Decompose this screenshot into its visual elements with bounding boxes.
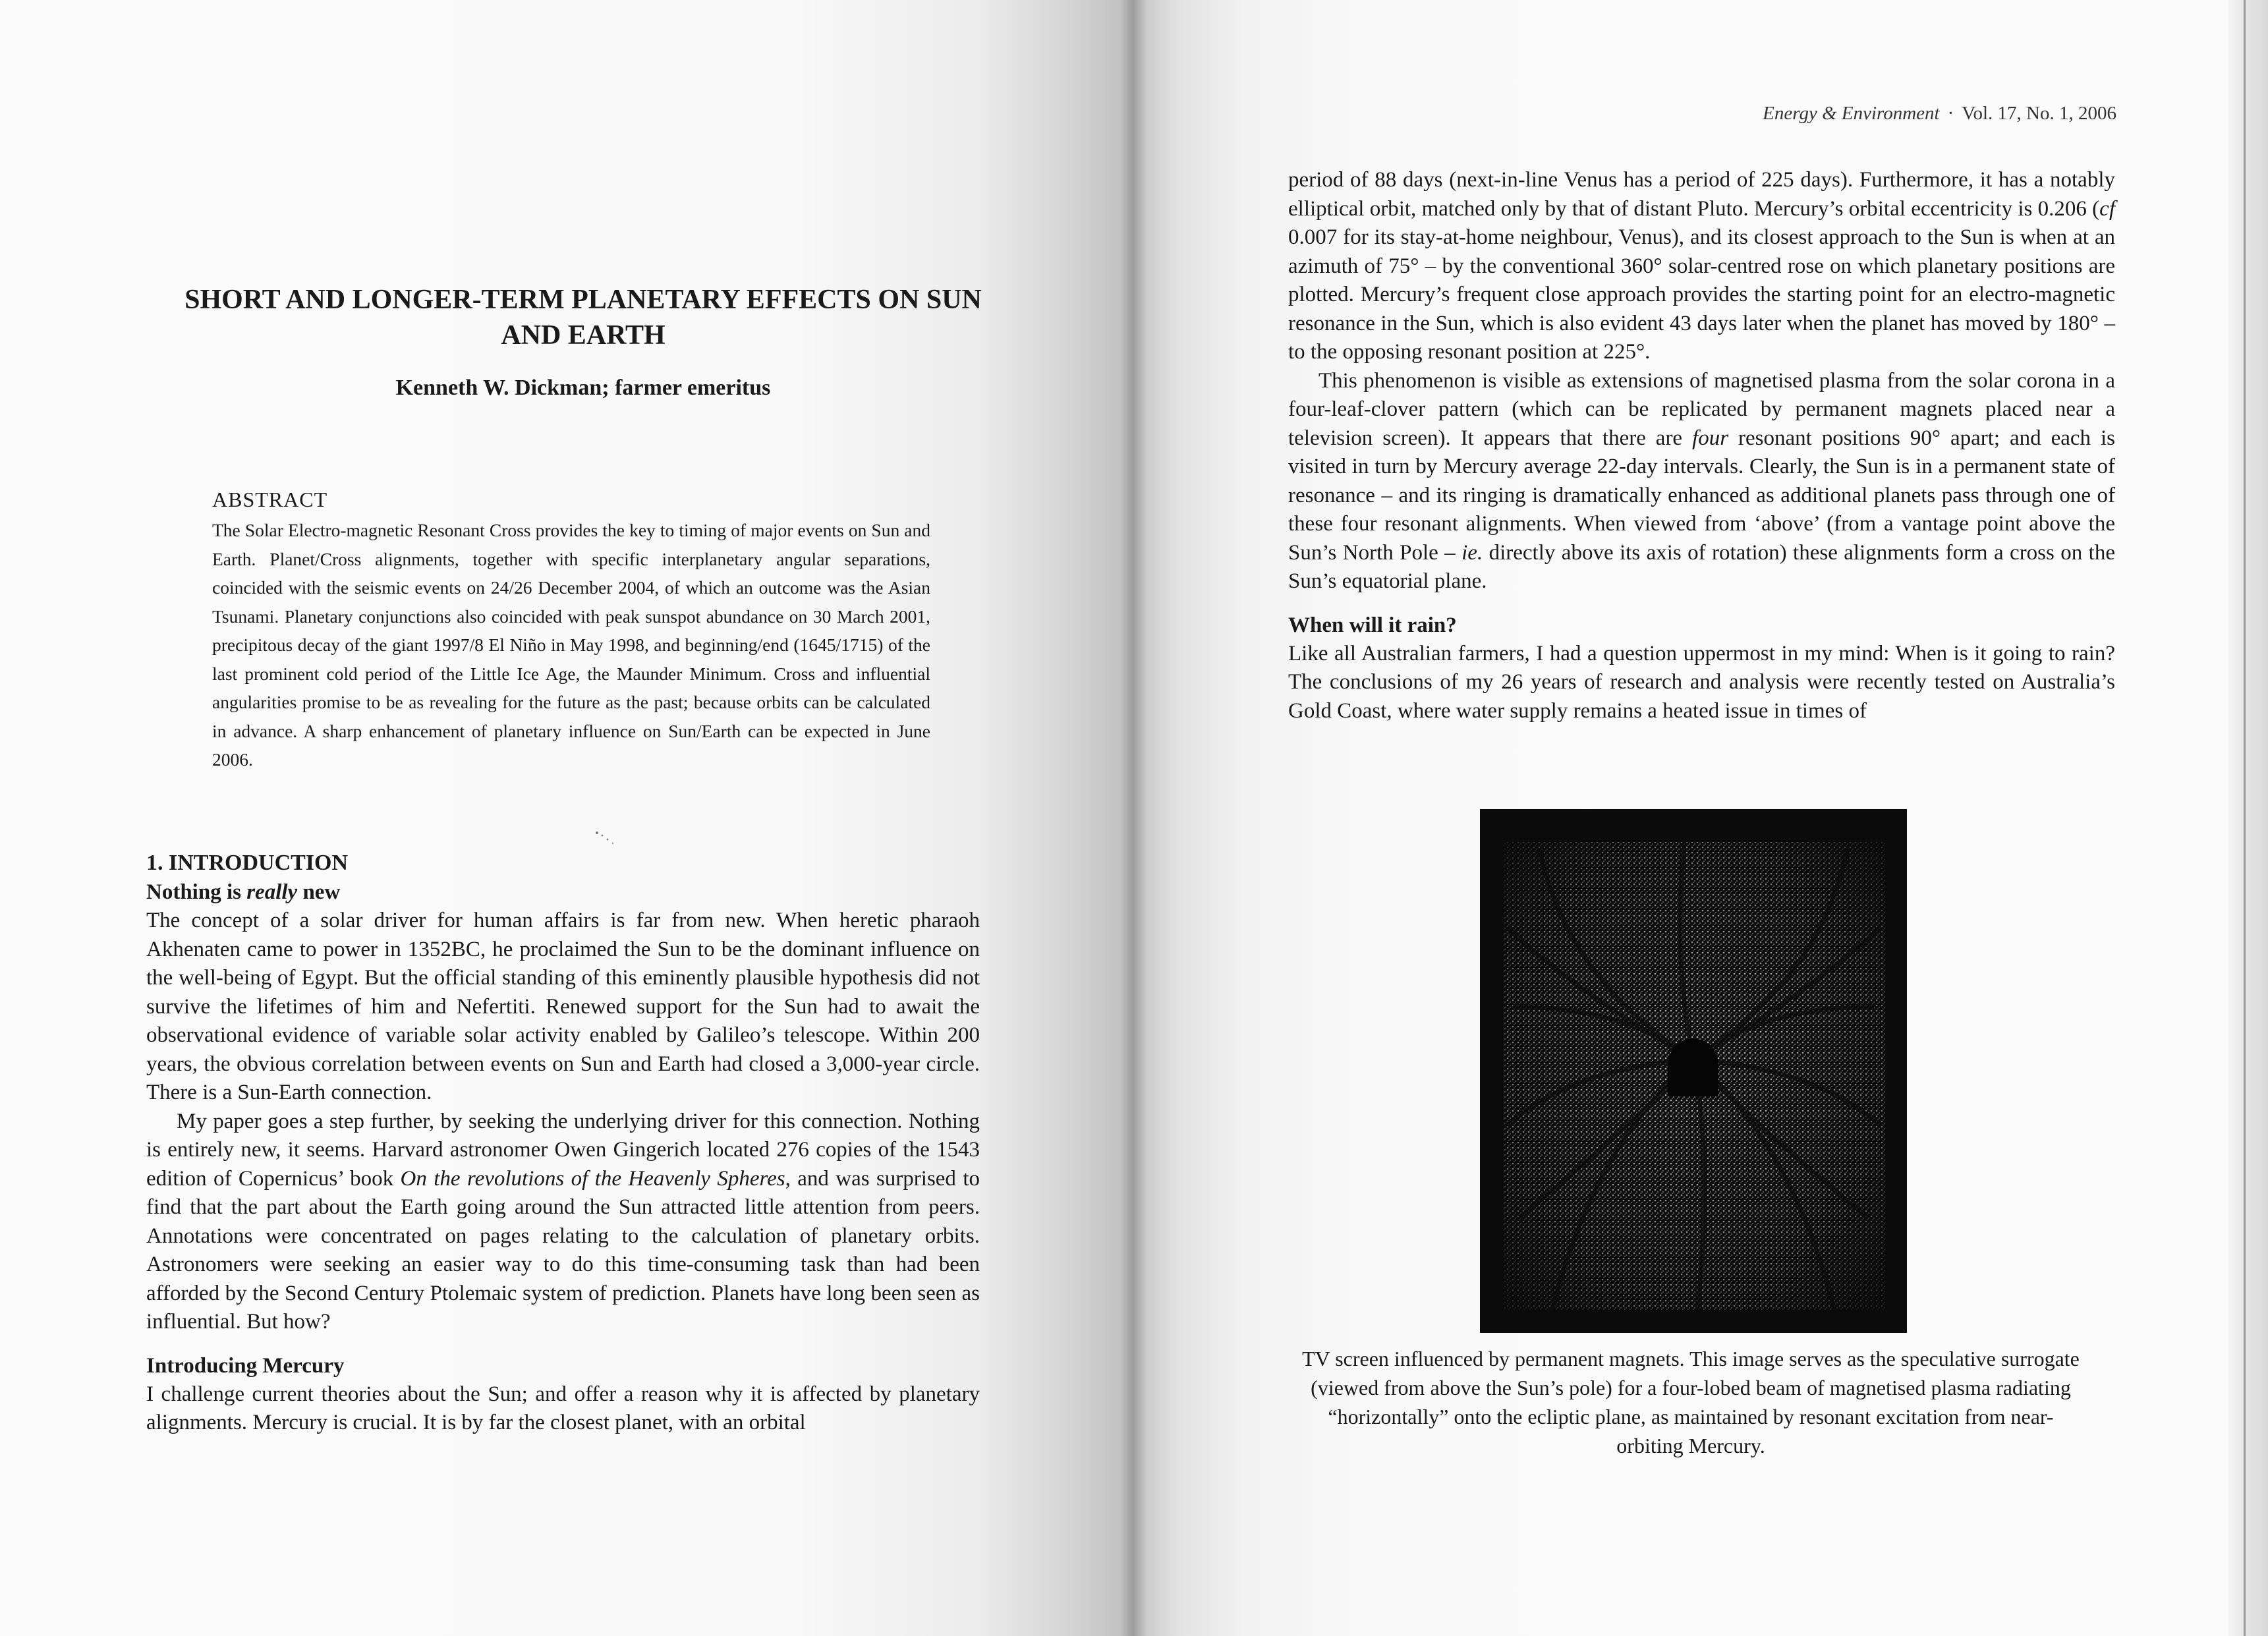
article-title: SHORT AND LONGER-TERM PLANETARY EFFECTS ON SUN AND EARTH bbox=[184, 285, 982, 351]
four-emphasis: four bbox=[1692, 426, 1729, 450]
right-paragraph-1-text-a: period of 88 days (next-in-line Venus has a period of 225 days). Furthermore, it has a notably elliptical orbit, matched only by that of distant Pluto. Mercury’s orbital eccentricity is 0.206 ( bbox=[1288, 168, 2115, 221]
right-page bbox=[1134, 0, 2268, 1636]
subheading-emphasis: really bbox=[246, 880, 298, 904]
right-paragraph-2-text-c: directly above its axis of rotation) these alignments form a cross on the Sun’s equatorial plane. bbox=[1288, 540, 2115, 593]
abstract-heading: ABSTRACT bbox=[212, 488, 328, 511]
intro-paragraph-2 bbox=[146, 1108, 980, 1337]
paragraph-2-text-a: My paper goes a step further, by seeking the underlying driver for this connection. Nothing is entirely new, it seems. Harvard astronomer Owen Gingerich located 276 copies of the 1543 edition of Copernicus’ book bbox=[146, 1109, 980, 1191]
stray-mark bbox=[593, 829, 625, 849]
subheading-nothing-new bbox=[146, 878, 980, 907]
abstract bbox=[212, 488, 930, 774]
right-paragraph-1-text-b: 0.007 for its stay-at-home neighbour, Venus), and its closest approach to the Sun is when at an azimuth of 75° – by the conventional 360° solar-centred rose on which planetary positions are plotted. Mercury’s frequent close approach provides the starting point for an electro-magnetic resonance in the Sun, which is also evident 43 days later when the planet has moved by 180° – to the opposing resonant position at 225°. bbox=[1288, 225, 2115, 364]
stray-mark-icon bbox=[593, 829, 625, 849]
volume-info: Vol. 17, No. 1, 2006 bbox=[1962, 103, 2116, 124]
subheading-when-will-it-rain: When will it rain? bbox=[1288, 613, 1457, 637]
right-paragraph-2-text-b: resonant positions 90° apart; and each is visited in turn by Mercury average 22-day intervals. Clearly, the Sun is in a permanent state of resonance – and its ringing is dramatically enhanced as additional planets pass through one of these four resonant alignments. When viewed from ‘above’ (from a vantage point above the Sun’s North Pole – bbox=[1288, 426, 2115, 565]
subheading-suffix: new bbox=[297, 880, 341, 904]
running-head-separator: · bbox=[1947, 103, 1954, 124]
cf-abbreviation: cf bbox=[2099, 196, 2115, 221]
magnetic-field-pattern-image bbox=[1480, 809, 1907, 1333]
right-paragraph-2 bbox=[1288, 367, 2115, 596]
abstract-body: The Solar Electro-magnetic Resonant Cross provides the key to timing of major events on Sun and Earth. Planet/Cross alignments, together with specific interplanetary angular separations, coincided with the seismic events on 24/26 December 2004, of which an outcome was the Asian Tsunami. Planetary conjunctions also coincided with peak sunspot abundance on 30 March 2001, precipitous decay of the giant 1997/8 El Niño in May 1998, and beginning/end (1645/1715) of the last prominent cold period of the Little Ice Age, the Maunder Minimum. Cross and influential angularities promise to be as revealing for the future as the past; because orbits can be calculated in advance. A sharp enhancement of planetary influence on Sun/Earth can be expected in June 2006. bbox=[212, 520, 930, 770]
subheading-prefix: Nothing is bbox=[146, 880, 247, 904]
section-heading-introduction: 1. INTRODUCTION bbox=[146, 851, 349, 875]
introduction-section bbox=[146, 849, 980, 1438]
tv-screen-figure bbox=[1480, 809, 1907, 1333]
right-column-text bbox=[1288, 166, 2115, 725]
intro-paragraph-1: The concept of a solar driver for human affairs is far from new. When heretic pharaoh Akhenaten came to power in 1352BC, he proclaimed the Sun to be the dominant influence on the well-being of Egypt. But the official standing of this eminently plausible hypothesis did not survive the lifetimes of him and Nefertiti. Renewed support for the Sun had to await the observational evidence of variable solar activity enabled by Galileo’s telescope. Within 200 years, the obvious correlation between events on Sun and Earth had closed a 3,000-year circle. There is a Sun-Earth connection. bbox=[146, 909, 980, 1104]
intro-paragraph-3: I challenge current theories about the Sun; and offer a reason why it is affected by planetary alignments. Mercury is crucial. It is by far the closest planet, with an orbital bbox=[146, 1382, 980, 1434]
paragraph-2-text-b: , and was surprised to find that the part about the Earth going around the Sun attracted little attention from peers. Annotations were concentrated on pages relating to the calculation of planetary orbits. Astronomers were seeking an easier way to do this time-consuming task than had been afforded by the Second Century Ptolemaic system of prediction. Planets have long been seen as influential. But how? bbox=[146, 1166, 980, 1334]
journal-name: Energy & Environment bbox=[1763, 103, 1940, 124]
running-head bbox=[1763, 103, 2116, 125]
right-paragraph-1 bbox=[1288, 166, 2115, 367]
book-gutter-shadow bbox=[1120, 0, 1148, 1636]
figure-caption: TV screen influenced by permanent magnets. This image serves as the speculative surrogate (viewed from above the Sun’s pole) for a four-lobed beam of magnetised plasma radiating “horizontally” onto the ecliptic plane, as maintained by resonant excitation from near-orbiting Mercury. bbox=[1302, 1347, 2080, 1457]
right-paragraph-3: Like all Australian farmers, I had a question uppermost in my mind: When is it going to rain? The conclusions of my 26 years of research and analysis were recently tested on Australia’s Gold Coast, where water supply remains a heated issue in times of bbox=[1288, 641, 2115, 723]
book-title: On the revolutions of the Heavenly Spheres bbox=[400, 1166, 785, 1191]
ie-abbreviation: ie. bbox=[1461, 540, 1483, 565]
author-line: Kenneth W. Dickman; farmer emeritus bbox=[395, 376, 771, 400]
page-edge bbox=[2228, 0, 2268, 1636]
page-edge-line bbox=[2244, 0, 2246, 1636]
subheading-introducing-mercury: Introducing Mercury bbox=[146, 1353, 345, 1378]
right-paragraph-2-text-a: This phenomenon is visible as extensions of magnetised plasma from the solar corona in a four-leaf-clover pattern (which can be replicated by permanent magnets placed near a television screen). It appears that there are bbox=[1288, 368, 2115, 450]
